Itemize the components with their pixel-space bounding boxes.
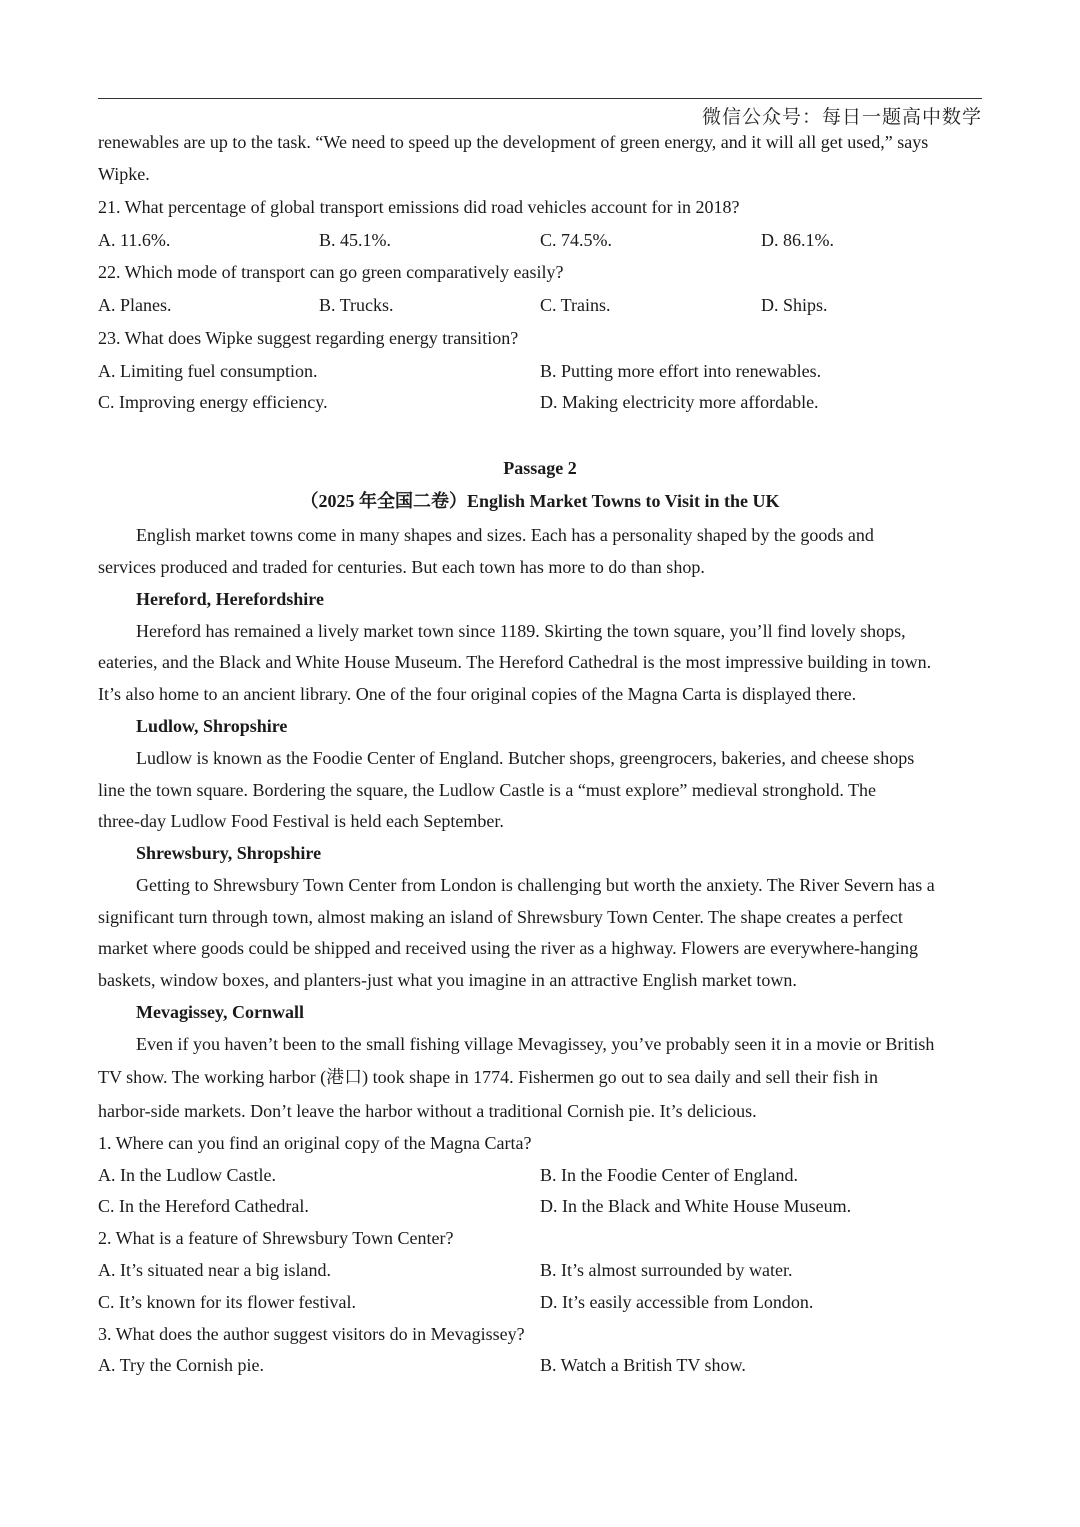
q22-option-b: B. Trucks. (319, 295, 394, 315)
q23-option-a: A. Limiting fuel consumption. (98, 361, 318, 381)
question-22-stem: 22. Which mode of transport can go green comparatively easily? (98, 262, 564, 282)
header-source: 微信公众号：每日一题高中数学 (701, 106, 982, 128)
section-heading-shrewsbury: Shrewsbury, Shropshire (136, 843, 322, 863)
paragraph-line: Wipke. (98, 164, 150, 184)
section-line: Getting to Shrewsbury Town Center from London is challenging but worth the anxiety. The River Severn has a (136, 875, 935, 895)
q2-option-c: C. It’s known for its flower festival. (98, 1292, 356, 1312)
section-heading-mevagissey: Mevagissey, Cornwall (136, 1002, 304, 1022)
section-line: It’s also home to an ancient library. One of the four original copies of the Magna Carta is displayed there. (98, 684, 857, 704)
section-line: TV show. The working harbor (港口) took shape in 1774. Fishermen go out to sea daily and sell their fish in (98, 1067, 879, 1087)
question-23-stem: 23. What does Wipke suggest regarding energy transition? (98, 328, 519, 348)
passage-title: （2025 年全国二卷）English Market Towns to Visit in the UK (300, 491, 780, 511)
intro-line: English market towns come in many shapes and sizes. Each has a personality shaped by the goods and (136, 525, 874, 545)
section-line: Hereford has remained a lively market town since 1189. Skirting the town square, you’ll find lovely shops, (136, 621, 906, 641)
question-21-stem: 21. What percentage of global transport emissions did road vehicles account for in 2018? (98, 197, 740, 217)
question-2-stem: 2. What is a feature of Shrewsbury Town Center? (98, 1228, 454, 1248)
q23-option-d: D. Making electricity more affordable. (540, 392, 819, 412)
q2-option-b: B. It’s almost surrounded by water. (540, 1260, 793, 1280)
header-rule (98, 98, 982, 99)
section-line: harbor-side markets. Don’t leave the harbor without a traditional Cornish pie. It’s delicious. (98, 1101, 757, 1121)
q21-option-b: B. 45.1%. (319, 230, 391, 250)
section-heading-ludlow: Ludlow, Shropshire (136, 716, 288, 736)
section-line: Even if you haven’t been to the small fishing village Mevagissey, you’ve probably seen it in a movie or British (136, 1034, 935, 1054)
q2-option-d: D. It’s easily accessible from London. (540, 1292, 814, 1312)
q3-option-b: B. Watch a British TV show. (540, 1355, 746, 1375)
section-line: line the town square. Bordering the square, the Ludlow Castle is a “must explore” medieval stronghold. The (98, 780, 876, 800)
intro-line: services produced and traded for centuries. But each town has more to do than shop. (98, 557, 705, 577)
q3-option-a: A. Try the Cornish pie. (98, 1355, 265, 1375)
section-line: market where goods could be shipped and received using the river as a highway. Flowers are everywhere-hanging (98, 938, 919, 958)
q21-option-a: A. 11.6%. (98, 230, 171, 250)
q21-option-d: D. 86.1%. (761, 230, 834, 250)
section-line: Ludlow is known as the Foodie Center of England. Butcher shops, greengrocers, bakeries, and cheese shops (136, 748, 915, 768)
q22-option-c: C. Trains. (540, 295, 611, 315)
section-heading-hereford: Hereford, Herefordshire (136, 589, 324, 609)
question-3-stem: 3. What does the author suggest visitors do in Mevagissey? (98, 1324, 525, 1344)
passage-label: Passage 2 (503, 458, 577, 478)
q23-option-b: B. Putting more effort into renewables. (540, 361, 822, 381)
paragraph-line: renewables are up to the task. “We need to speed up the development of green energy, and it will all get used,” says (98, 132, 929, 152)
q23-option-c: C. Improving energy efficiency. (98, 392, 328, 412)
q22-option-a: A. Planes. (98, 295, 172, 315)
q1-option-b: B. In the Foodie Center of England. (540, 1165, 798, 1185)
q21-option-c: C. 74.5%. (540, 230, 612, 250)
section-line: three-day Ludlow Food Festival is held each September. (98, 811, 504, 831)
q2-option-a: A. It’s situated near a big island. (98, 1260, 331, 1280)
section-line: significant turn through town, almost making an island of Shrewsbury Town Center. The shape creates a perfect (98, 907, 903, 927)
q1-option-d: D. In the Black and White House Museum. (540, 1196, 852, 1216)
question-1-stem: 1. Where can you find an original copy of the Magna Carta? (98, 1133, 532, 1153)
q1-option-a: A. In the Ludlow Castle. (98, 1165, 276, 1185)
q1-option-c: C. In the Hereford Cathedral. (98, 1196, 309, 1216)
section-line: baskets, window boxes, and planters-just what you imagine in an attractive English market town. (98, 970, 797, 990)
section-line: eateries, and the Black and White House Museum. The Hereford Cathedral is the most impressive building in town. (98, 652, 932, 672)
q22-option-d: D. Ships. (761, 295, 828, 315)
